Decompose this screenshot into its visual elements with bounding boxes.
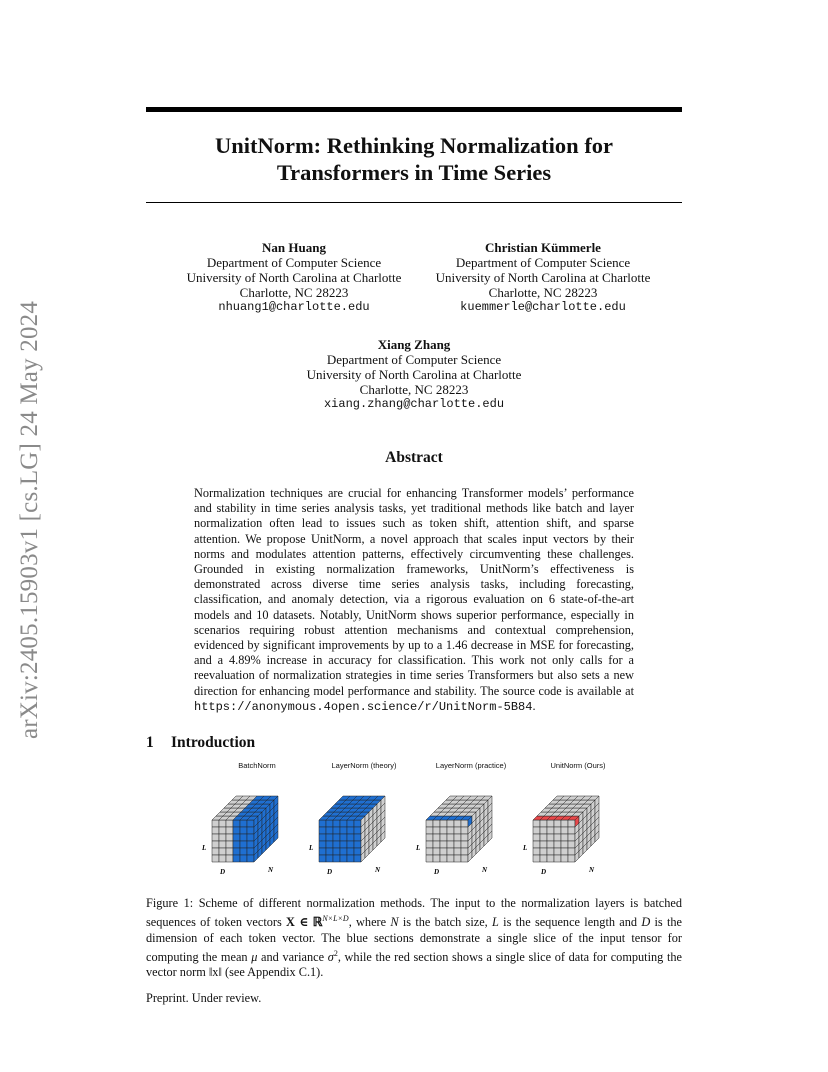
cube-cell: [533, 841, 540, 848]
abstract-heading: Abstract: [385, 449, 443, 466]
cube-cell: [454, 841, 461, 848]
cube-cell: [240, 855, 247, 862]
abstract-text: Normalization techniques are crucial for enhancing Transformer models’ performance and stability in time series analysis tasks, yet traditional methods like batch and layer normalization often lead to issues such as token shift, attention shift, and sparse attention. We propose UnitNorm, a novel approach that scales input vectors by their norms and modulates attention patterns, effectively circumventing these challenges. Grounded in existing normalization frameworks, UnitNorm’s effectiveness is demonstrated across diverse time series analysis tasks, including forecasting, classification, and anomaly detection, via a rigorous evaluation on 6 state-of-the-art models and 10 datasets. Notably, UnitNorm shows superior performance, especially in scenarios requiring robust attention mechanisms and contextual comprehension, evidenced by significant improvements by up to a 1.46 decrease in MSE for forecasting, and a 4.89% increase in accuracy for classification. This work not only calls for a reevaluation of normalization strategies in time series Transformers but also sets a new direction for enhancing model performance and stability. The source code is available at: [194, 486, 634, 698]
cube-cell: [461, 848, 468, 855]
cube-cell: [540, 827, 547, 834]
cube-cell: [340, 841, 347, 848]
cube-cell: [333, 820, 340, 827]
cube-cell: [554, 827, 561, 834]
abstract-end: .: [532, 698, 536, 713]
cube-cell: [433, 827, 440, 834]
cube-cell: [440, 855, 447, 862]
axis-label-d: D: [541, 868, 547, 876]
cube-cell: [340, 855, 347, 862]
cube-cell: [319, 820, 326, 827]
author-univ: University of North Carolina at Charlotte: [435, 270, 651, 285]
cube-cell: [240, 827, 247, 834]
cube-cell: [354, 820, 361, 827]
cube-cell: [447, 855, 454, 862]
author-email[interactable]: kuemmerle@charlotte.edu: [460, 300, 626, 314]
cube-cell: [561, 827, 568, 834]
cube-cell: [568, 820, 575, 827]
cube-cell: [540, 841, 547, 848]
figure-caption: Figure 1: Scheme of different normalization methods. The input to the normalization layers is batched sequences of token vectors X ∈ ℝ$^{N\times L\times D}$, where N is the batch size, L is the sequence length and D is the dimension of each token vector. The blue sections demonstrate a single slice of the input tensor for computing the mean μ and variance $\sigma^2$, while the red section shows a single slice of data for computing the vector norm ‖x‖ (see Appendix C.1).: [146, 896, 683, 979]
axis-label-d: D: [220, 868, 226, 876]
author-univ: University of North Carolina at Charlotte: [306, 367, 522, 382]
footer-note: Preprint. Under review.: [146, 991, 262, 1005]
section-title: Introduction: [171, 734, 256, 751]
cube-cell: [547, 827, 554, 834]
cube-cell: [247, 834, 254, 841]
author-address: Charlotte, NC 28223: [359, 382, 469, 397]
cube-cell: [219, 834, 226, 841]
cube-cell: [347, 827, 354, 834]
cube-cell: [247, 841, 254, 848]
author-block-1: [166, 240, 422, 315]
cube-cell: [219, 848, 226, 855]
panel-label-batchnorm: BatchNorm: [238, 761, 276, 770]
cube-cell: [533, 834, 540, 841]
cube-cell: [347, 848, 354, 855]
cube-cell: [226, 841, 233, 848]
cube-cell: [447, 841, 454, 848]
author-dept: Department of Computer Science: [326, 352, 502, 367]
cube-cell: [461, 827, 468, 834]
cube-cell: [240, 820, 247, 827]
cube-cell: [454, 855, 461, 862]
author-name: Christian Kümmerle: [485, 240, 601, 255]
cube-cell: [226, 827, 233, 834]
cube-cell: [568, 855, 575, 862]
axis-label-l: L: [523, 844, 528, 852]
cube-cell: [426, 820, 433, 827]
cube-cell: [568, 848, 575, 855]
cube-cell: [547, 848, 554, 855]
axis-label-d: D: [327, 868, 333, 876]
cube-cell: [212, 855, 219, 862]
cube-cell: [454, 820, 461, 827]
cube-cell: [540, 855, 547, 862]
cube-cell: [540, 820, 547, 827]
cube-cell: [433, 848, 440, 855]
cube-cell: [340, 848, 347, 855]
cube-cell: [247, 820, 254, 827]
cube-cell: [354, 848, 361, 855]
cube-cell: [240, 834, 247, 841]
cube-cell: [354, 834, 361, 841]
cube-cell: [233, 841, 240, 848]
author-block-2: [415, 240, 671, 315]
axis-label-n: N: [375, 866, 381, 874]
cube-cell: [433, 855, 440, 862]
cube-cell: [440, 820, 447, 827]
axis-label-n: N: [482, 866, 488, 874]
cube-cell: [347, 834, 354, 841]
axis-label-d: D: [434, 868, 440, 876]
title-line-2: Transformers in Time Series: [276, 160, 552, 185]
cube-cell: [233, 834, 240, 841]
cube-cell: [326, 827, 333, 834]
cube-cell: [433, 820, 440, 827]
axis-label-n: N: [589, 866, 595, 874]
cube-cell: [454, 834, 461, 841]
paper-title: [146, 132, 682, 186]
cube-cell: [440, 834, 447, 841]
cube-cell: [326, 848, 333, 855]
cube-cell: [440, 841, 447, 848]
cube-cell: [212, 834, 219, 841]
cube-cell: [326, 834, 333, 841]
math-x: X ∈ ℝ: [286, 915, 323, 930]
author-univ: University of North Carolina at Charlotte: [186, 270, 402, 285]
cube-cell: [447, 834, 454, 841]
source-code-link[interactable]: https://anonymous.4open.science/r/UnitNorm-5B84: [194, 699, 533, 714]
cube-cell: [319, 841, 326, 848]
cube-cell: [233, 827, 240, 834]
cube-cell: [561, 834, 568, 841]
cube-cell: [440, 827, 447, 834]
arxiv-sidebar: [14, 280, 46, 760]
cube-cell: [433, 834, 440, 841]
cube-cell: [240, 841, 247, 848]
cube-cell: [433, 841, 440, 848]
cube-cell: [347, 820, 354, 827]
cube-cell: [240, 848, 247, 855]
cube-cell: [533, 848, 540, 855]
author-block-3: [286, 337, 542, 412]
author-name: Xiang Zhang: [377, 337, 451, 352]
title-bottom-rule: [146, 202, 682, 203]
cube-cell: [354, 827, 361, 834]
cube-cell: [326, 855, 333, 862]
cube-cell: [319, 834, 326, 841]
cube-cell: [212, 841, 219, 848]
cube-cell: [533, 855, 540, 862]
panel-label-layernorm-practice: LayerNorm (practice): [435, 761, 507, 770]
cube-cell: [547, 855, 554, 862]
cube-cell: [333, 827, 340, 834]
cube-cell: [426, 848, 433, 855]
cube-cell: [319, 827, 326, 834]
cube-cell: [340, 820, 347, 827]
cube-cell: [233, 848, 240, 855]
title-top-rule: [146, 107, 682, 112]
cube-cell: [354, 841, 361, 848]
cube-cell: [568, 841, 575, 848]
cube-cell: [547, 820, 554, 827]
cube-cell: [212, 848, 219, 855]
cube-cell: [426, 834, 433, 841]
cube-cell: [547, 841, 554, 848]
cube-cell: [219, 841, 226, 848]
cube-cell: [554, 820, 561, 827]
cube-cell: [247, 848, 254, 855]
author-email[interactable]: xiang.zhang@charlotte.edu: [323, 397, 505, 411]
cube-cell: [561, 848, 568, 855]
cube-cell: [326, 820, 333, 827]
cube-cell: [554, 855, 561, 862]
author-address: Charlotte, NC 28223: [488, 285, 598, 300]
cube-cell: [233, 855, 240, 862]
cube-cell: [461, 834, 468, 841]
author-dept: Department of Computer Science: [455, 255, 631, 270]
cube-cell: [533, 827, 540, 834]
cube-cell: [554, 841, 561, 848]
cube-cell: [319, 855, 326, 862]
axis-label-l: L: [416, 844, 421, 852]
abstract-body: [194, 486, 634, 715]
cube-cell: [226, 820, 233, 827]
cube-cell: [461, 855, 468, 862]
cube-cell: [212, 820, 219, 827]
cube-cell: [540, 834, 547, 841]
cube-cell: [554, 834, 561, 841]
author-address: Charlotte, NC 28223: [239, 285, 349, 300]
cube-cell: [540, 848, 547, 855]
cube-cell: [326, 841, 333, 848]
cube-cell: [440, 848, 447, 855]
cube-cell: [226, 834, 233, 841]
cube-cell: [561, 820, 568, 827]
cube-cell: [247, 855, 254, 862]
cube-cell: [426, 841, 433, 848]
title-line-1: UnitNorm: Rethinking Normalization for: [214, 133, 614, 158]
cube-cell: [212, 827, 219, 834]
author-email[interactable]: nhuang1@charlotte.edu: [218, 300, 370, 314]
author-name: Nan Huang: [262, 240, 326, 255]
section-number: 1: [146, 734, 154, 751]
axis-label-l: L: [202, 844, 207, 852]
cube-cell: [219, 827, 226, 834]
cube-cell: [447, 820, 454, 827]
cube-cell: [219, 820, 226, 827]
cube-cell: [561, 855, 568, 862]
cube-cell: [447, 827, 454, 834]
cube-cell: [447, 848, 454, 855]
cube-cell: [319, 848, 326, 855]
cube-cell: [347, 855, 354, 862]
cube-cell: [333, 848, 340, 855]
cube-cell: [226, 848, 233, 855]
cube-cell: [247, 827, 254, 834]
cube-cell: [547, 834, 554, 841]
cube-cell: [454, 827, 461, 834]
cube-cell: [554, 848, 561, 855]
panel-label-unitnorm: UnitNorm (Ours): [550, 761, 606, 770]
cube-cell: [426, 827, 433, 834]
axis-label-l: L: [309, 844, 314, 852]
cube-cell: [461, 841, 468, 848]
cube-cell: [333, 855, 340, 862]
cube-cell: [354, 855, 361, 862]
cube-cell: [533, 820, 540, 827]
cube-cell: [340, 834, 347, 841]
normalization-figure: [190, 770, 640, 880]
cube-cell: [426, 855, 433, 862]
cube-cell: [461, 820, 468, 827]
section-heading: [146, 734, 255, 752]
cube-cell: [561, 841, 568, 848]
cube-cell: [226, 855, 233, 862]
panel-label-layernorm-theory: LayerNorm (theory): [331, 761, 397, 770]
axis-label-n: N: [268, 866, 274, 874]
cube-cell: [233, 820, 240, 827]
cube-cell: [219, 855, 226, 862]
cube-cell: [340, 827, 347, 834]
cube-cell: [454, 848, 461, 855]
arxiv-identifier: arXiv:2405.15903v1 [cs.LG] 24 May 2024: [16, 300, 43, 740]
cube-cell: [333, 841, 340, 848]
cube-cell: [347, 841, 354, 848]
cube-cell: [568, 827, 575, 834]
cube-cell: [568, 834, 575, 841]
cube-cell: [333, 834, 340, 841]
author-dept: Department of Computer Science: [206, 255, 382, 270]
